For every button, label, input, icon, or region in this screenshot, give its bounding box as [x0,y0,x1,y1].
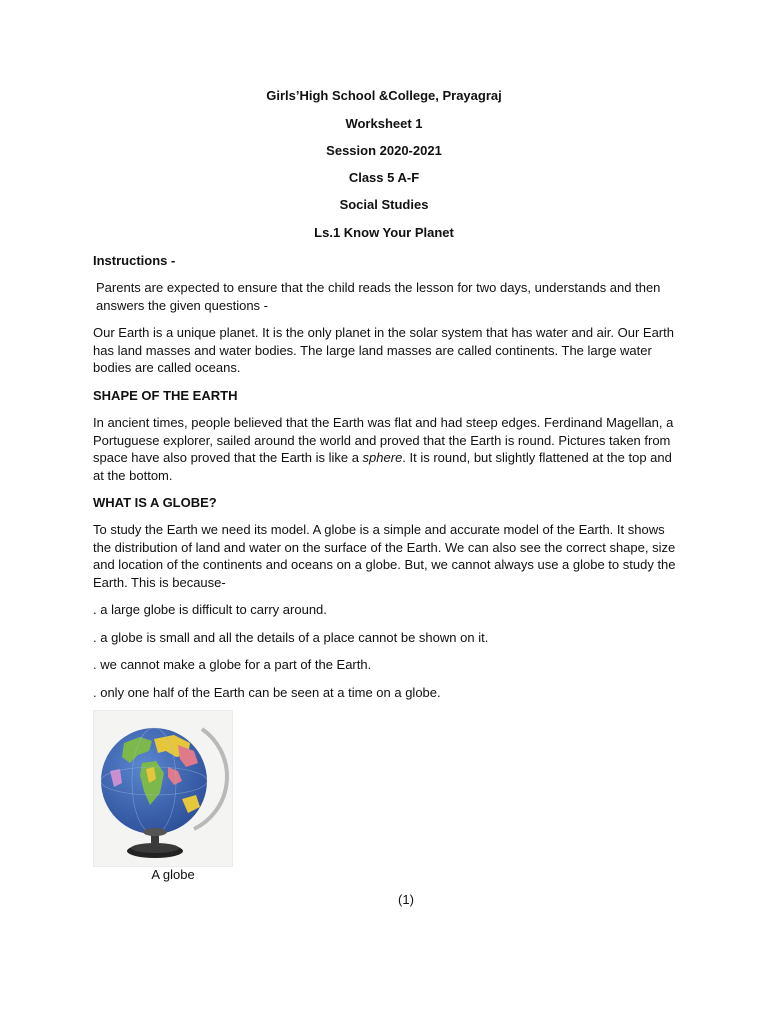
page-number: (1) [398,892,414,907]
list-item: . a globe is small and all the details of a place cannot be shown on it. [93,630,489,645]
shape-text-start: In ancient times, people believed that the Earth was flat and had steep edges. Ferdinand Magellan, a Portuguese explorer, sailed around the world and proved that the Earth is round. Pictures taken from space have also proved that the Earth is like a [93,415,674,465]
instructions-text: Parents are expected to ensure that the child reads the lesson for two days, understands and then answers the given questions - [96,280,661,313]
intro-paragraph: Our Earth is a unique planet. It is the only planet in the solar system that has water and air. Our Earth has land masses and water bodies. The large land masses are called continents. The large water bodies are called oceans. [93,325,674,375]
shape-paragraph [93,414,683,484]
lesson-title: Ls.1 Know Your Planet [314,225,454,240]
shape-text-end: . It is round, but slightly flattened at the top and at the bottom. [93,450,672,483]
subject-line: Social Studies [339,197,429,212]
globe-paragraph: To study the Earth we need its model. A globe is a simple and accurate model of the Earth. It shows the distribution of land and water on the surface of the Earth. We can also see the correct shape, size and location of the continents and oceans on a globe. But, we cannot always use a globe to study the Earth. This is because- [93,522,676,590]
globe-image [93,710,233,867]
figure-caption: A globe [151,867,195,882]
school-name: Girls’High School &College, Prayagraj [266,88,502,103]
session-line: Session 2020-2021 [326,143,442,158]
class-line: Class 5 A-F [348,170,420,185]
sphere-word: sphere [362,450,403,465]
list-item: . a large globe is difficult to carry around. [93,602,327,617]
shape-heading: SHAPE OF THE EARTH [93,388,238,403]
worksheet-title: Worksheet 1 [345,116,423,131]
instructions-heading: Instructions - [93,253,176,268]
globe-icon [94,711,232,866]
globe-heading: WHAT IS A GLOBE? [93,495,217,510]
list-item: . we cannot make a globe for a part of the Earth. [93,657,372,672]
list-item: . only one half of the Earth can be seen at a time on a globe. [93,685,441,700]
